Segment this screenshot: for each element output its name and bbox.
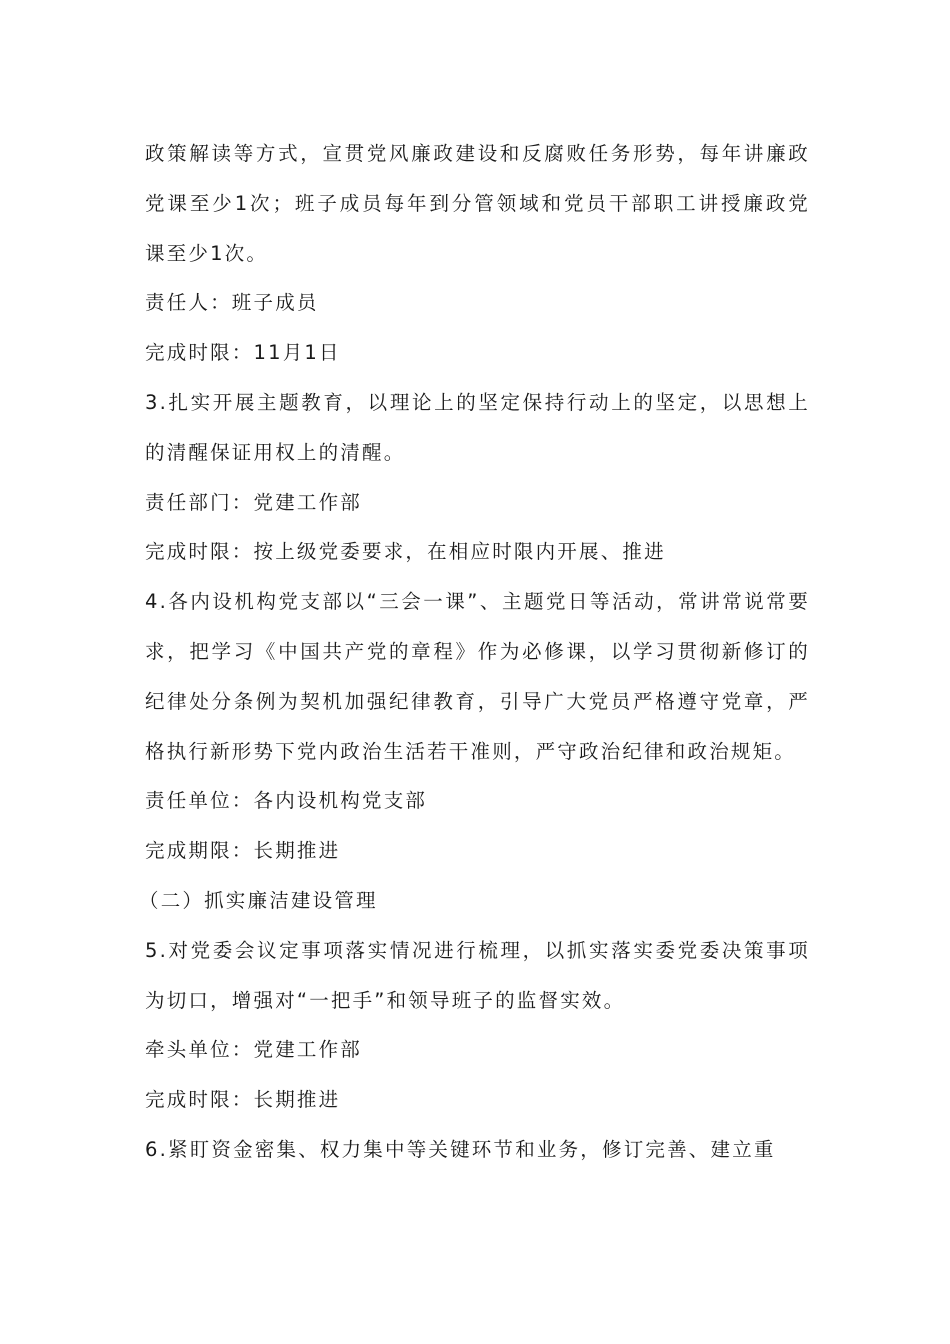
- deadline-line: 完成时限：长期推进: [145, 1088, 341, 1112]
- deadline-line: 完成期限：长期推进: [145, 839, 341, 863]
- deadline-line: 完成时限：11月1日: [145, 341, 341, 365]
- item-6-paragraph: 6.紧盯资金密集、权力集中等关键环节和业务，修订完善、建立重: [145, 1137, 776, 1161]
- lead-unit-line: 牵头单位：党建工作部: [145, 1038, 363, 1062]
- item-5-paragraph: 5.对党委会议定事项落实情况进行梳理，以抓实落实委党委决策事项为切口，增强对“一把手”和领导班子的监督实效。: [145, 938, 810, 1012]
- responsible-person-line: 责任人：班子成员: [145, 291, 319, 315]
- paragraph-lecture-policy: 政策解读等方式，宣贯党风廉政建设和反腐败任务形势，每年讲廉政党课至少1次；班子成员每年到分管领域和党员干部职工讲授廉政党课至少1次。: [145, 142, 810, 265]
- deadline-line: 完成时限：按上级党委要求，在相应时限内开展、推进: [145, 540, 666, 564]
- item-4-paragraph: 4.各内设机构党支部以“三会一课”、主题党日等活动，常讲常说常要求，把学习《中国共产党的章程》作为必修课，以学习贯彻新修订的纪律处分条例为契机加强纪律教育，引导广大党员严格遵守党章，严格执行新形势下党内政治生活若干准则，严守政治纪律和政治规矩。: [145, 590, 810, 763]
- section-heading: （二）抓实廉洁建设管理: [139, 888, 378, 912]
- item-3-paragraph: 3.扎实开展主题教育，以理论上的坚定保持行动上的坚定，以思想上的清醒保证用权上的清醒。: [145, 390, 810, 464]
- responsible-department-line: 责任部门：党建工作部: [145, 490, 363, 514]
- responsible-unit-line: 责任单位：各内设机构党支部: [145, 789, 428, 813]
- document-body: [139, 129, 810, 1175]
